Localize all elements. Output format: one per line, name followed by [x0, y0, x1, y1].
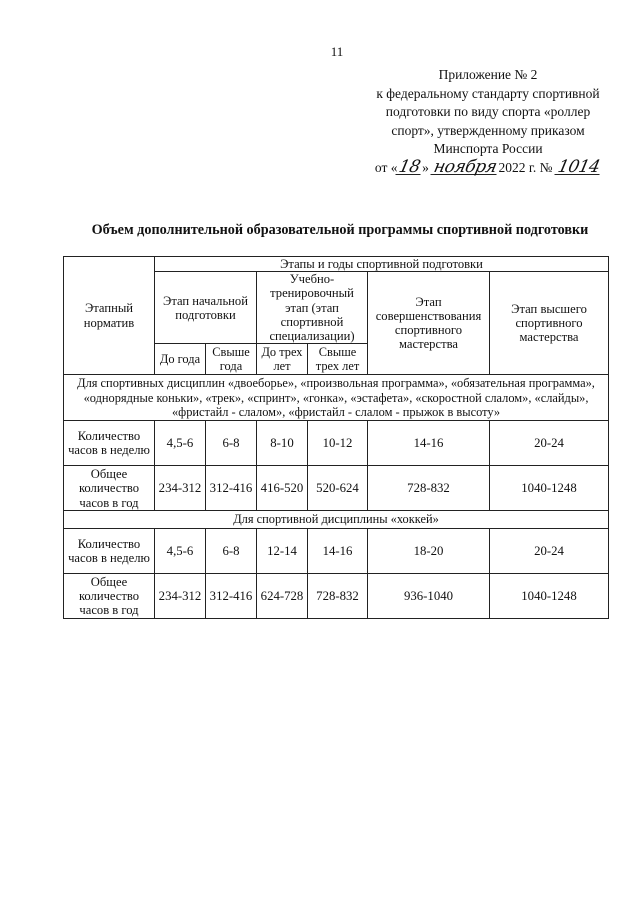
table-row — [64, 528, 609, 573]
cell-value: 18-20 — [368, 528, 490, 573]
appendix-block — [346, 66, 630, 178]
cell-value: 6-8 — [206, 421, 257, 466]
cell-value: 4,5-6 — [155, 528, 206, 573]
table-row — [64, 573, 609, 618]
cell-value: 936-1040 — [368, 573, 490, 618]
cell-value: 10-12 — [308, 421, 368, 466]
section-heading: Для спортивной дисциплины «хоккей» — [64, 511, 609, 528]
cell-value: 14-16 — [308, 528, 368, 573]
date-prefix: от « — [374, 159, 398, 175]
appendix-line: Минспорта России — [433, 141, 543, 157]
handwritten-month: ноября — [432, 156, 499, 177]
cell-value: 14-16 — [368, 421, 490, 466]
header-up-to-year: До года — [155, 344, 206, 375]
cell-value: 624-728 — [257, 573, 308, 618]
handwritten-order-number: 1014 — [555, 156, 602, 177]
appendix-line: Приложение № 2 — [438, 67, 538, 82]
cell-value: 1040-1248 — [490, 573, 609, 618]
cell-value: 234-312 — [155, 466, 206, 511]
page-number: 11 — [330, 44, 344, 59]
header-stage-higher: Этап высшего спортивного мастерства — [490, 272, 609, 375]
section-heading-row — [64, 511, 609, 528]
cell-value: 4,5-6 — [155, 421, 206, 466]
year-and-number-label: 2022 г. № — [498, 159, 553, 175]
cell-value: 234-312 — [155, 573, 206, 618]
header-up-to-three-years: До трех лет — [257, 344, 308, 375]
cell-value: 20-24 — [490, 528, 609, 573]
table-row — [64, 421, 609, 466]
cell-value: 416-520 — [257, 466, 308, 511]
cell-value: 6-8 — [206, 528, 257, 573]
row-label: Количество часов в неделю — [64, 528, 155, 573]
document-title: Объем дополнительной образовательной программы спортивной подготовки — [91, 222, 589, 238]
appendix-line: к федеральному стандарту спортивной — [376, 85, 600, 101]
header-stage-training: Учебно-тренировочный этап (этап спортивной специализации) — [257, 272, 368, 344]
cell-value: 312-416 — [206, 573, 257, 618]
header-stages: Этапы и годы спортивной подготовки — [155, 257, 609, 272]
program-volume-table — [63, 256, 609, 619]
section-heading: Для спортивных дисциплин «двоеборье», «произвольная программа», «обязательная программа», «однорядные коньки», «трек», «спринт», «гонка», «эстафета», «скоростной слалом», «слайды», «фристайл - слалом», «фристайл - слалом - прыжок в высоту» — [64, 375, 609, 421]
table-header-row — [64, 257, 609, 272]
header-stage-improvement: Этап совершенствования спортивного мастерства — [368, 272, 490, 375]
header-over-three-years: Свыше трех лет — [308, 344, 368, 375]
section-heading-row — [64, 375, 609, 421]
cell-value: 728-832 — [308, 573, 368, 618]
cell-value: 1040-1248 — [490, 466, 609, 511]
cell-value: 8-10 — [257, 421, 308, 466]
cell-value: 12-14 — [257, 528, 308, 573]
appendix-line: спорт», утвержденному приказом — [391, 122, 585, 138]
header-normative: Этапный норматив — [64, 257, 155, 375]
table-row — [64, 466, 609, 511]
cell-value: 728-832 — [368, 466, 490, 511]
handwritten-day: 18 — [397, 156, 423, 177]
row-label: Количество часов в неделю — [64, 421, 155, 466]
cell-value: 20-24 — [490, 421, 609, 466]
header-over-year: Свыше года — [206, 344, 257, 375]
row-label: Общее количество часов в год — [64, 573, 155, 618]
order-date-line — [346, 156, 630, 178]
cell-value: 520-624 — [308, 466, 368, 511]
appendix-line: подготовки по виду спорта «роллер — [385, 104, 591, 120]
header-stage-initial: Этап начальной подготовки — [155, 272, 257, 344]
row-label: Общее количество часов в год — [64, 466, 155, 511]
date-close: » — [422, 159, 429, 175]
cell-value: 312-416 — [206, 466, 257, 511]
